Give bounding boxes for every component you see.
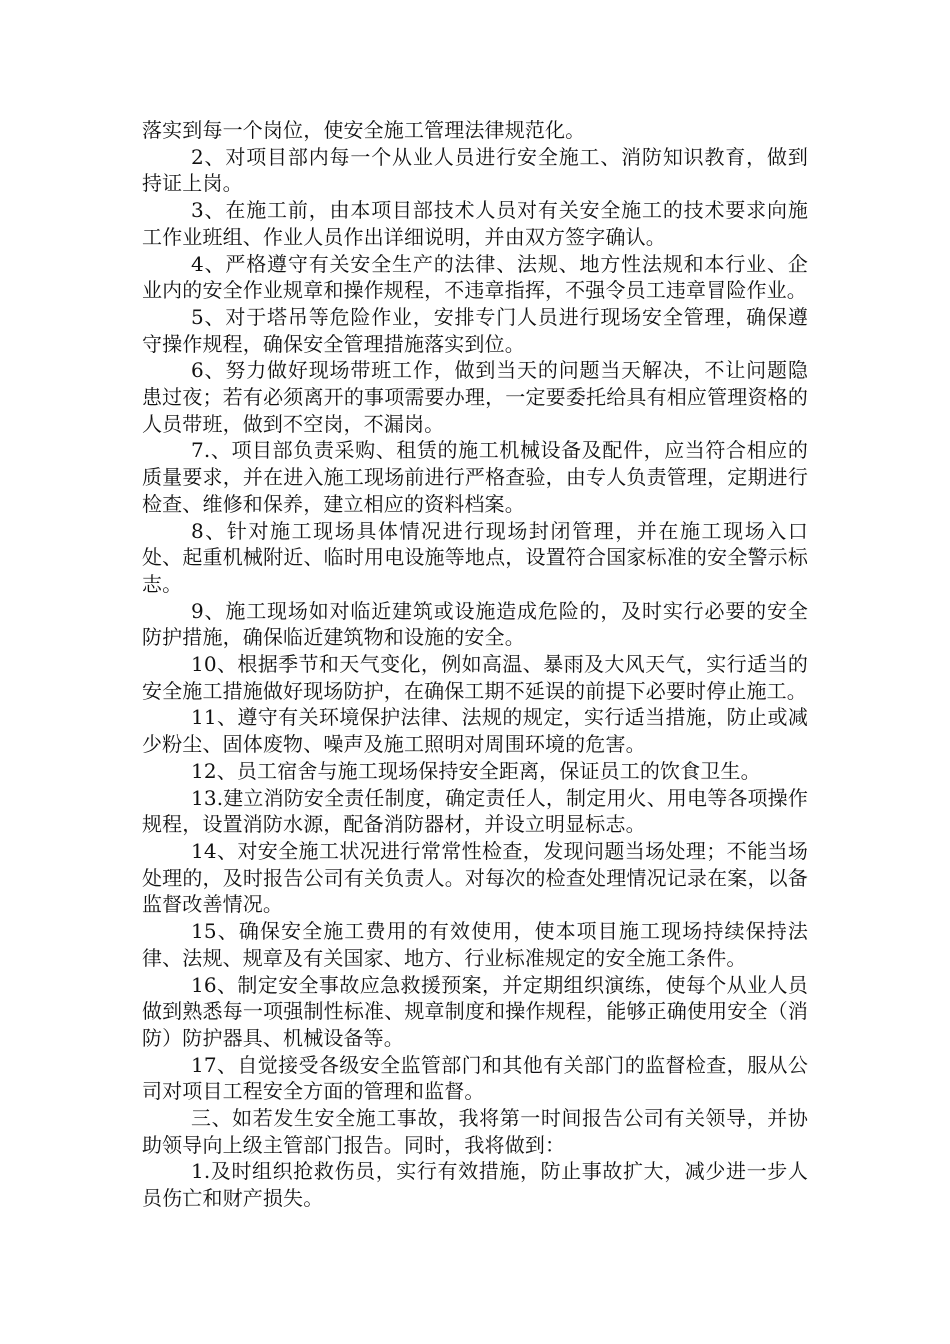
paragraph: 17、自觉接受各级安全监管部门和其他有关部门的监督检查，服从公司对项目工程安全方面的管理和监督。 bbox=[142, 1052, 808, 1104]
document-body bbox=[142, 117, 808, 1212]
paragraph: 2、对项目部内每一个从业人员进行安全施工、消防知识教育，做到持证上岗。 bbox=[142, 144, 808, 196]
paragraph: 4、严格遵守有关安全生产的法律、法规、地方性法规和本行业、企业内的安全作业规章和操作规程，不违章指挥，不强令员工违章冒险作业。 bbox=[142, 251, 808, 303]
paragraph: 16、制定安全事故应急救援预案，并定期组织演练，使每个从业人员做到熟悉每一项强制性标准、规章制度和操作规程，能够正确使用安全（消防）防护器具、机械设备等。 bbox=[142, 972, 808, 1050]
paragraph: 5、对于塔吊等危险作业，安排专门人员进行现场安全管理，确保遵守操作规程，确保安全管理措施落实到位。 bbox=[142, 304, 808, 356]
paragraph: 6、努力做好现场带班工作，做到当天的问题当天解决，不让问题隐患过夜；若有必须离开的事项需要办理，一定要委托给具有相应管理资格的人员带班，做到不空岗，不漏岗。 bbox=[142, 358, 808, 436]
paragraph: 8、针对施工现场具体情况进行现场封闭管理，并在施工现场入口处、起重机械附近、临时用电设施等地点，设置符合国家标准的安全警示标志。 bbox=[142, 518, 808, 596]
paragraph: 9、施工现场如对临近建筑或设施造成危险的，及时实行必要的安全防护措施，确保临近建筑物和设施的安全。 bbox=[142, 598, 808, 650]
paragraph: 落实到每一个岗位，使安全施工管理法律规范化。 bbox=[142, 118, 586, 142]
paragraph: 1.及时组织抢救伤员，实行有效措施，防止事故扩大，减少进一步人员伤亡和财产损失。 bbox=[142, 1159, 808, 1211]
paragraph: 13.建立消防安全责任制度，确定责任人，制定用火、用电等各项操作规程，设置消防水源，配备消防器材，并设立明显标志。 bbox=[142, 785, 808, 837]
paragraph: 3、在施工前，由本项目部技术人员对有关安全施工的技术要求向施工作业班组、作业人员作出详细说明，并由双方签字确认。 bbox=[142, 198, 808, 249]
paragraph: 15、确保安全施工费用的有效使用，使本项目施工现场持续保持法律、法规、规章及有关国家、地方、行业标准规定的安全施工条件。 bbox=[142, 919, 808, 970]
paragraph: 7.、项目部负责采购、租赁的施工机械设备及配件，应当符合相应的质量要求，并在进入施工现场前进行严格查验，由专人负责管理，定期进行检查、维修和保养，建立相应的资料档案。 bbox=[142, 438, 808, 516]
paragraph: 12、员工宿舍与施工现场保持安全距离，保证员工的饮食卫生。 bbox=[191, 758, 761, 783]
paragraph: 三、如若发生安全施工事故，我将第一时间报告公司有关领导，并协助领导向上级主管部门报告。同时，我将做到： bbox=[142, 1106, 808, 1157]
paragraph: 14、对安全施工状况进行常常性检查，发现问题当场处理；不能当场处理的，及时报告公司有关负责人。对每次的检查处理情况记录在案，以备监督改善情况。 bbox=[142, 838, 808, 917]
paragraph: 11、遵守有关环境保护法律、法规的规定，实行适当措施，防止或减少粉尘、固体废物、噪声及施工照明对周围环境的危害。 bbox=[142, 705, 808, 757]
paragraph: 10、根据季节和天气变化，例如高温、暴雨及大风天气，实行适当的安全施工措施做好现场防护，在确保工期不延误的前提下必要时停止施工。 bbox=[142, 652, 808, 703]
